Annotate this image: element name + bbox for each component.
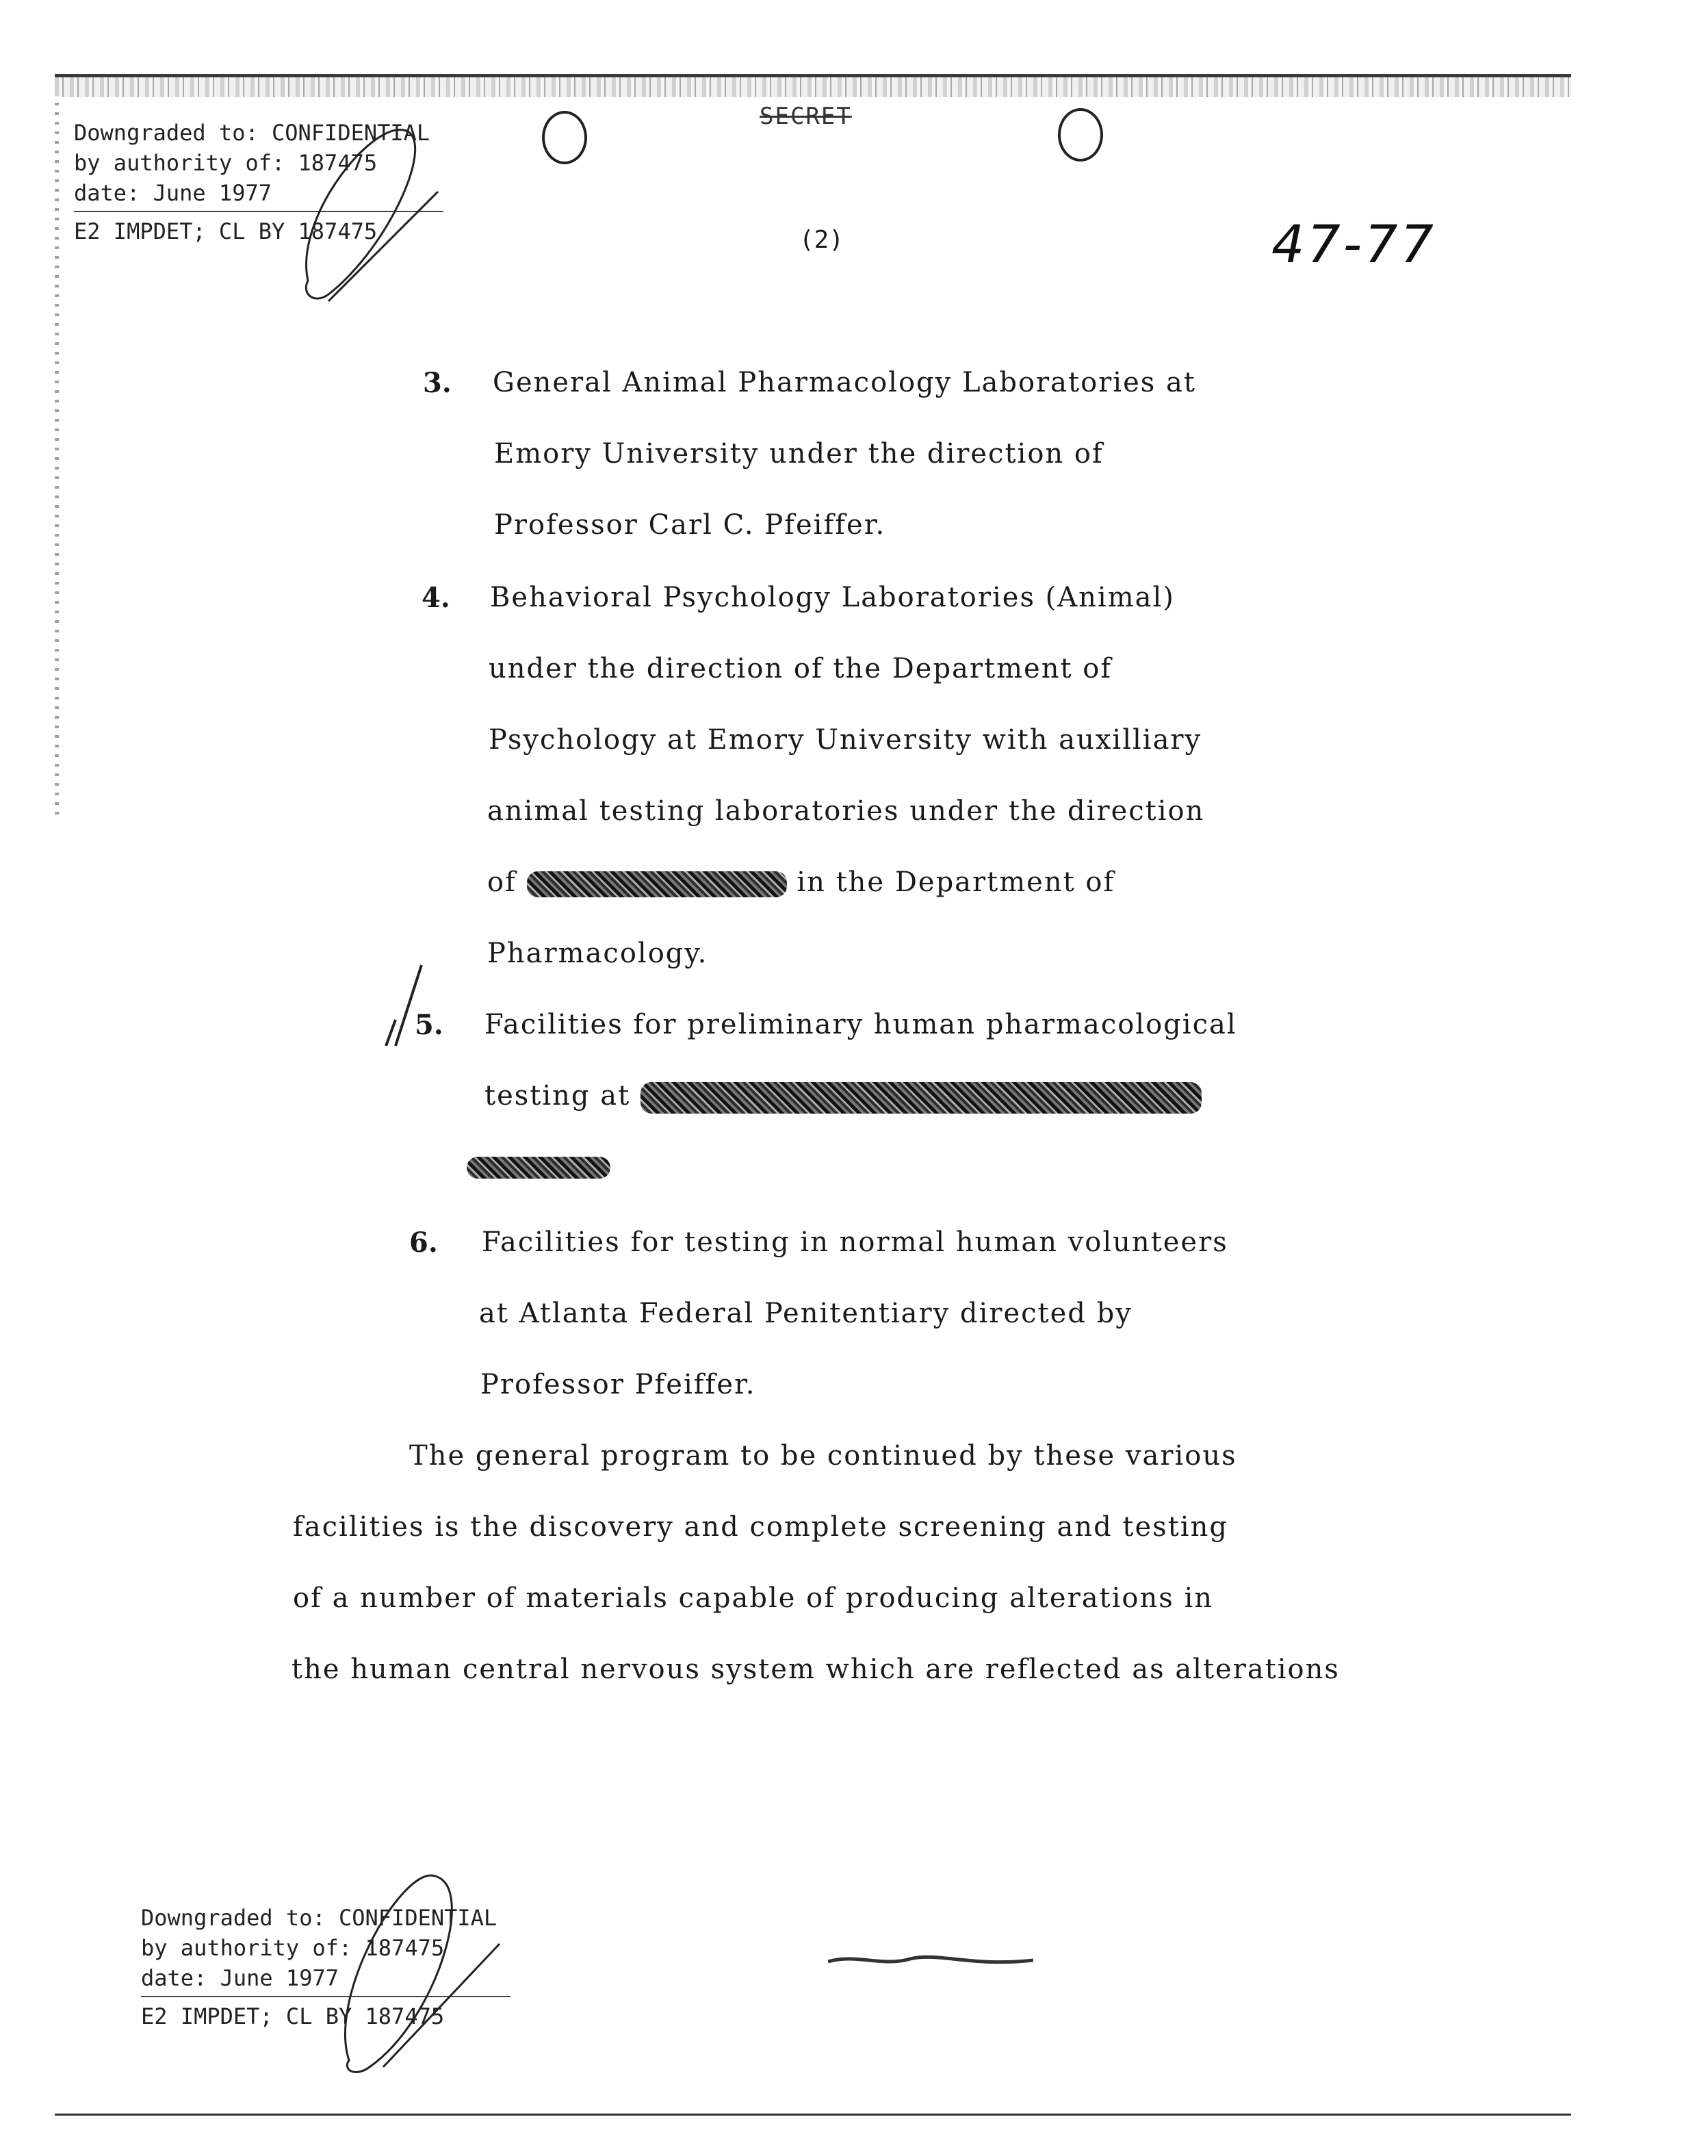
- stamp-line-date: date: June 1977: [141, 1965, 339, 1991]
- stamp-line-declass: E2 IMPDET; CL BY 187475: [141, 2003, 445, 2029]
- document-number: 47-77: [1271, 214, 1436, 274]
- struck-marking-bottom: [828, 1951, 1033, 1970]
- item-6-line-3: Professor Pfeiffer.: [480, 1369, 756, 1400]
- punch-hole-left: [542, 111, 587, 164]
- paragraph-line-4: the human central nervous system which are reflected as alterations: [292, 1654, 1340, 1685]
- redaction-block-continuation: [467, 1157, 610, 1179]
- item-number-3: 3.: [423, 367, 452, 399]
- paragraph-line-3: of a number of materials capable of producing alterations in: [293, 1582, 1214, 1614]
- item-4-line-6: Pharmacology.: [487, 938, 708, 969]
- item-number-4: 4.: [422, 582, 450, 614]
- classification-stamp-struck: SECRET: [760, 103, 852, 130]
- item-5-line-1: Facilities for preliminary human pharmacological: [484, 1009, 1237, 1040]
- stamp-loop-bottom: [322, 1862, 513, 2081]
- item-number-6: 6.: [409, 1227, 438, 1259]
- item-number-5: 5.: [415, 1009, 443, 1041]
- item-6-line-1: Facilities for testing in normal human volunteers: [482, 1227, 1228, 1258]
- stamp-line-downgraded: Downgraded to: CONFIDENTIAL: [74, 120, 430, 146]
- stamp-line-date: date: June 1977: [74, 180, 272, 206]
- item-5-redacted-prefix: testing at: [484, 1080, 631, 1112]
- scan-left-edge: [55, 96, 59, 814]
- item-4-redacted-prefix: of: [487, 867, 517, 898]
- item-4-line-1: Behavioral Psychology Laboratories (Animal): [490, 582, 1175, 613]
- item-3-line-1: General Animal Pharmacology Laboratories at: [493, 367, 1196, 398]
- page-number: (2): [799, 226, 844, 254]
- stamp-line-downgraded: Downgraded to: CONFIDENTIAL: [141, 1905, 497, 1931]
- redaction-block: [527, 871, 787, 897]
- scan-top-edge: [55, 74, 1571, 77]
- item-6-line-2: at Atlanta Federal Penitentiary directed by: [479, 1298, 1133, 1329]
- scan-bottom-edge: [55, 2114, 1571, 2116]
- paragraph-line-2: facilities is the discovery and complete screening and testing: [293, 1511, 1228, 1543]
- punch-hole-right: [1058, 108, 1103, 162]
- scan-top-border: [55, 74, 1571, 97]
- item-4-redacted-suffix: in the Department of: [797, 867, 1115, 898]
- paragraph-line-1: The general program to be continued by these various: [409, 1440, 1237, 1472]
- stamp-line-declass: E2 IMPDET; CL BY 187475: [74, 218, 378, 244]
- item-3-line-2: Emory University under the direction of: [494, 438, 1104, 470]
- item-3-line-3: Professor Carl C. Pfeiffer.: [494, 509, 886, 541]
- stamp-line-authority: by authority of: 187475: [141, 1935, 445, 1961]
- item-4-line-4: animal testing laboratories under the direction: [487, 795, 1205, 827]
- item-4-line-5: [487, 867, 1115, 898]
- redaction-block: [640, 1082, 1202, 1114]
- item-4-line-3: Psychology at Emory University with auxilliary: [489, 724, 1202, 756]
- item-4-line-2: under the direction of the Department of: [489, 653, 1113, 684]
- stamp-loop-top: [287, 110, 452, 308]
- stamp-line-authority: by authority of: 187475: [74, 150, 378, 176]
- item-5-line-2: [484, 1080, 1202, 1114]
